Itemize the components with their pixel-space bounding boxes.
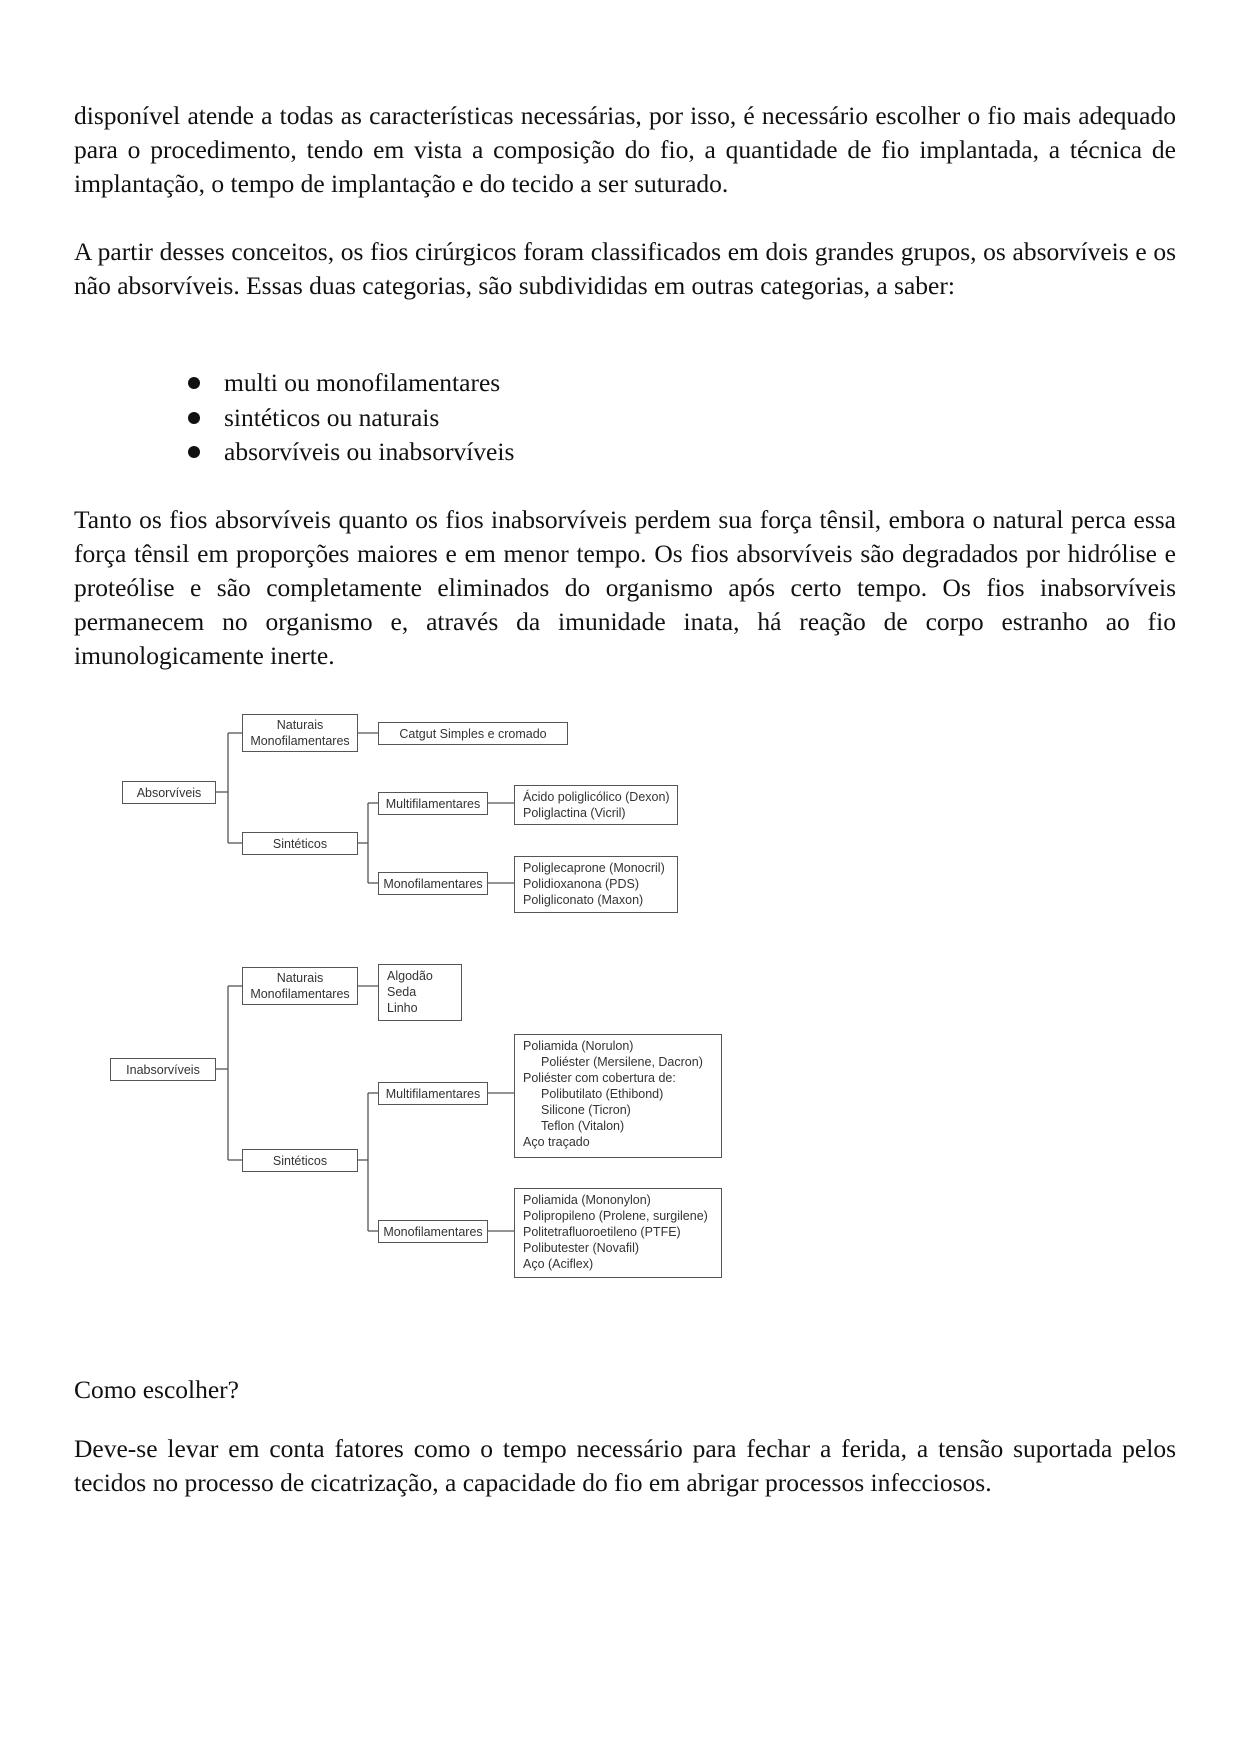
inabsorviveis-node: Inabsorvíveis <box>110 1058 216 1081</box>
paragraph-factors: Deve-se levar em conta fatores como o tempo necessário para fechar a ferida, a tensão suportada pelos tecidos no processo de cicatrização, a capacidade do fio em abrigar processos infecciosos. <box>74 1434 1176 1497</box>
absorviveis-multi-items: Ácido poliglicólico (Dexon) Poliglactina (Vicril) <box>514 785 678 825</box>
absorviveis-mono-node: Monofilamentares <box>378 872 488 895</box>
inabsorviveis-mono-node: Monofilamentares <box>378 1220 488 1243</box>
bullet-icon <box>188 377 200 389</box>
suture-classification-diagram <box>100 700 780 1330</box>
absorviveis-sinteticos-node: Sintéticos <box>242 832 358 855</box>
category-list <box>186 366 514 470</box>
list-item: multi ou monofilamentares <box>186 366 514 401</box>
absorviveis-mono-items: Poliglecaprone (Monocril) Polidioxanona (PDS) Poligliconato (Maxon) <box>514 856 678 913</box>
bullet-icon <box>188 412 200 424</box>
inabsorviveis-mono-items: Poliamida (Mononylon) Polipropileno (Prolene, surgilene) Politetrafluoroetileno (PTFE) Polibutester (Novafil) Aço (Aciflex) <box>514 1188 722 1278</box>
inabsorviveis-multi-items: Poliamida (Norulon) Poliéster (Mersilene, Dacron) Poliéster com cobertura de: Polibutilato (Ethibond) Silicone (Ticron) Teflon (Vitalon) Aço traçado <box>514 1034 722 1158</box>
absorviveis-multi-node: Multifilamentares <box>378 792 488 815</box>
list-item: absorvíveis ou inabsorvíveis <box>186 435 514 470</box>
absorviveis-naturais-items: Catgut Simples e cromado <box>378 722 568 745</box>
inabsorviveis-sinteticos-node: Sintéticos <box>242 1149 358 1172</box>
inabsorviveis-multi-node: Multifilamentares <box>378 1082 488 1105</box>
absorviveis-node: Absorvíveis <box>122 781 216 804</box>
paragraph-classification: A partir desses conceitos, os fios cirúrgicos foram classificados em dois grandes grupos, os absorvíveis e os não absorvíveis. Essas duas categorias, são subdivididas em outras categorias, a saber: <box>74 237 1176 300</box>
paragraph-tensile: Tanto os fios absorvíveis quanto os fios inabsorvíveis perdem sua força tênsil, embora o natural perca essa força tênsil em proporções maiores e em menor tempo. Os fios absorvíveis são degradados por hidrólise e proteólise e são completamente eliminados do organismo após certo tempo. Os fios inabsorvíveis permanecem no organismo e, através da imunidade inata, há reação de corpo estranho ao fio imunologicamente inerte. <box>74 505 1176 670</box>
absorviveis-naturais-node: Naturais Monofilamentares <box>242 714 358 752</box>
inabsorviveis-naturais-node: Naturais Monofilamentares <box>242 967 358 1005</box>
inabsorviveis-naturais-items: Algodão Seda Linho <box>378 964 462 1021</box>
bullet-icon <box>188 446 200 458</box>
list-item: sintéticos ou naturais <box>186 401 514 436</box>
paragraph-intro: disponível atende a todas as características necessárias, por isso, é necessário escolher o fio mais adequado para o procedimento, tendo em vista a composição do fio, a quantidade de fio implantada, a técnica de implantação, o tempo de implantação e do tecido a ser suturado. <box>74 101 1176 198</box>
section-question: Como escolher? <box>74 1375 239 1404</box>
